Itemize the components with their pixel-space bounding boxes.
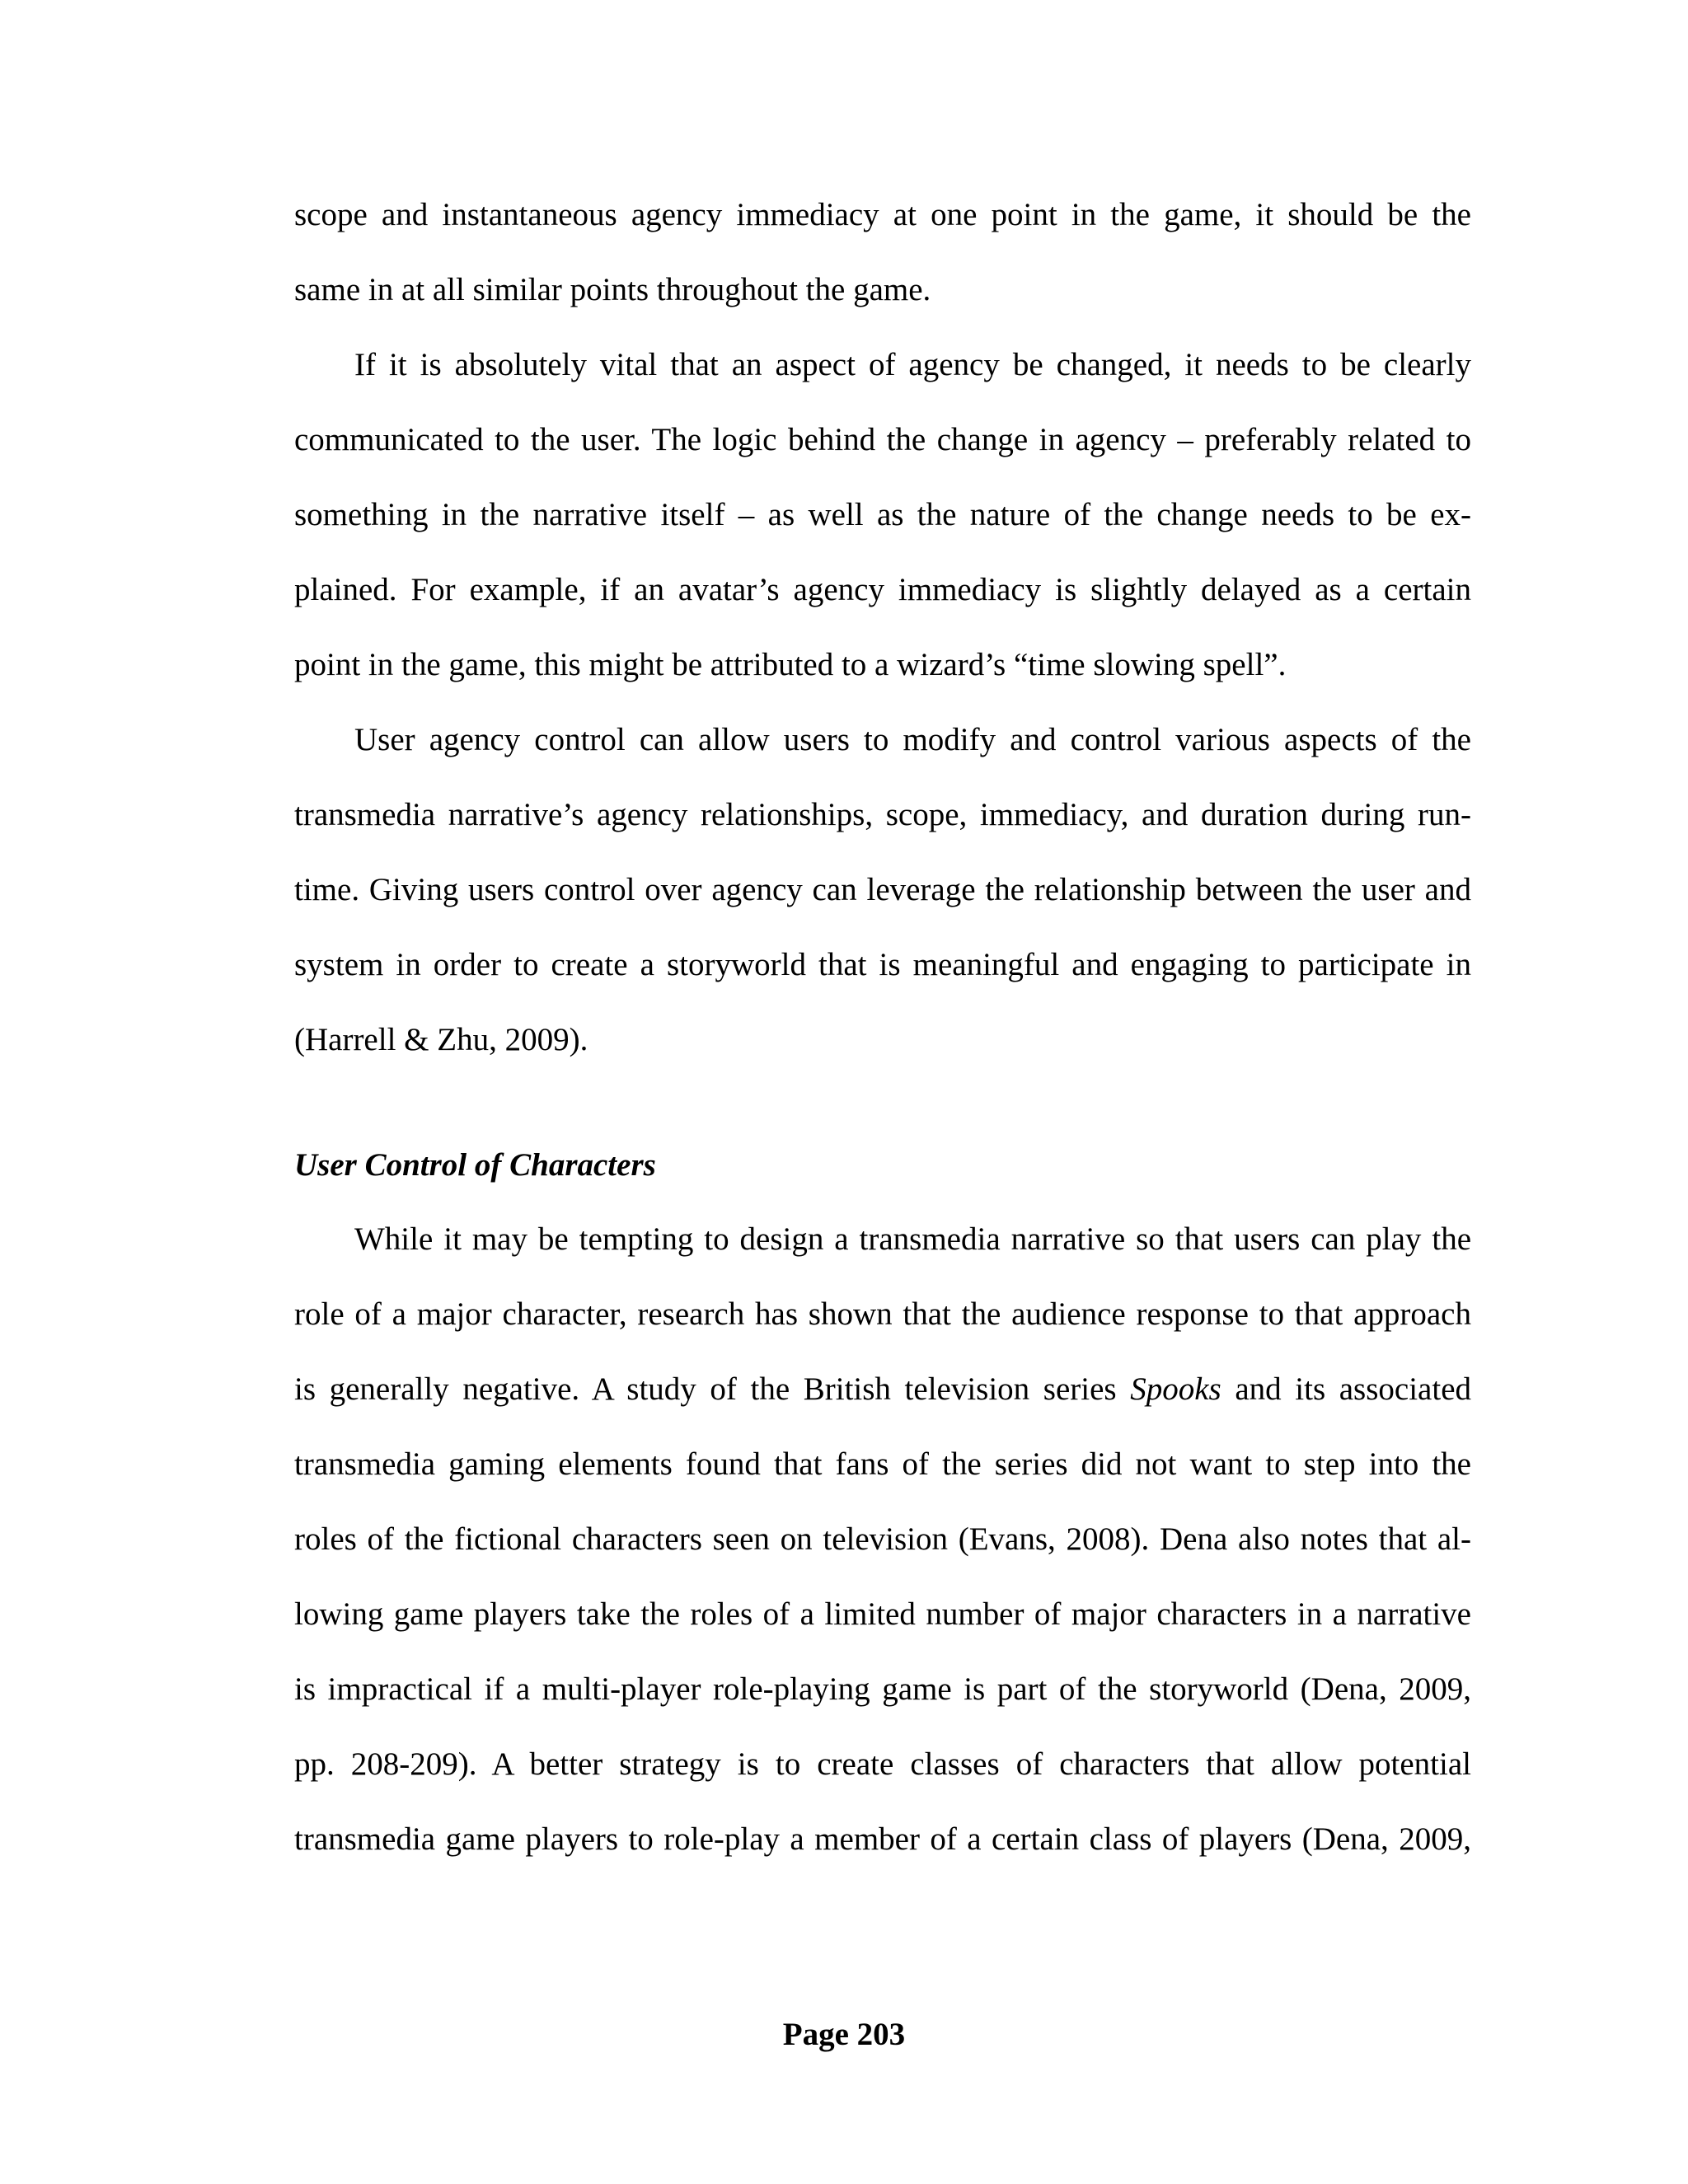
- paragraph-3-line-4: system in order to create a storyworld that is meaningful and engaging to participate in: [294, 947, 1471, 982]
- paragraph-3-line-1: User agency control can allow users to modify and control various aspects of the: [354, 722, 1471, 757]
- page-number: Page 203: [782, 2017, 906, 2052]
- paragraph-2-line-5: point in the game, this might be attributed to a wizard’s “time slowing spell”.: [294, 647, 1287, 682]
- line-3-text-before: is generally negative. A study of the British television series: [294, 1371, 1117, 1407]
- italic-title-spooks: Spooks: [1130, 1371, 1221, 1407]
- paragraph-4-line-1: While it may be tempting to design a transmedia narrative so that users can play the: [354, 1221, 1471, 1257]
- paragraph-3-line-2: transmedia narrative’s agency relationships, scope, immediacy, and duration during run-: [294, 797, 1471, 832]
- paragraph-2-line-2: communicated to the user. The logic behind the change in agency – preferably related to: [294, 422, 1471, 457]
- paragraph-4-line-8: pp. 208-209). A better strategy is to create classes of characters that allow potential: [294, 1746, 1471, 1782]
- section-heading: User Control of Characters: [294, 1147, 656, 1183]
- paragraph-2-line-1: If it is absolutely vital that an aspect of agency be changed, it needs to be clearly: [354, 347, 1471, 382]
- paragraph-4-line-3: [294, 1370, 1471, 1409]
- paragraph-4-line-2: role of a major character, research has shown that the audience response to that approach: [294, 1296, 1471, 1332]
- paragraph-4-line-6: lowing game players take the roles of a limited number of major characters in a narrative: [294, 1596, 1471, 1632]
- paragraph-4-line-7: is impractical if a multi-player role-playing game is part of the storyworld (Dena, 2009,: [294, 1671, 1471, 1707]
- line-3-text-after: and its associated: [1235, 1371, 1472, 1407]
- paragraph-1-line-2: same in at all similar points throughout the game.: [294, 272, 931, 307]
- paragraph-4-line-5: roles of the fictional characters seen on television (Evans, 2008). Dena also notes that al-: [294, 1521, 1471, 1557]
- paragraph-3-line-3: time. Giving users control over agency can leverage the relationship between the user and: [294, 872, 1471, 907]
- paragraph-1-line-1: scope and instantaneous agency immediacy at one point in the game, it should be the: [294, 197, 1471, 232]
- paragraph-2-line-4: plained. For example, if an avatar’s agency immediacy is slightly delayed as a certain: [294, 572, 1471, 607]
- paragraph-4-line-4: transmedia gaming elements found that fans of the series did not want to step into the: [294, 1446, 1471, 1482]
- paragraph-3-line-5: (Harrell & Zhu, 2009).: [294, 1022, 588, 1057]
- paragraph-2-line-3: something in the narrative itself – as well as the nature of the change needs to be ex-: [294, 497, 1471, 532]
- paragraph-4-line-9: transmedia game players to role-play a member of a certain class of players (Dena, 2009,: [294, 1821, 1471, 1857]
